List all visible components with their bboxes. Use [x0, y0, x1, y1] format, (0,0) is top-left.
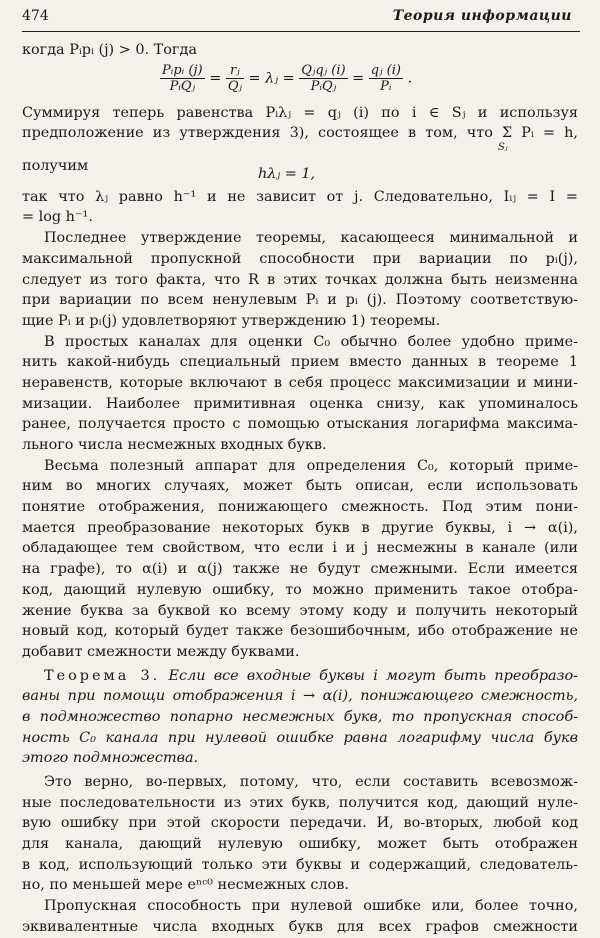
- fraction: $\frac{\text{Qⱼqⱼ (i)}}{\text{PᵢQⱼ}}$: [301, 62, 346, 94]
- theorem-3: Теорема 3. Если все входные буквы i могут быть преобразо- ваны при помощи отображения i → α(i), понижающего смежность, в подмножество попарно несмежных букв, то пропускная способ- ность C₀ канала при нулевой ошибке равна логарифму числа букв этого подмножества.: [22, 667, 578, 767]
- paragraph-zero-error-capacity: Пропускная способность при нулевой ошибке или, более точно, эквивалентные числа входных букв для всех графов смежности: [22, 898, 578, 935]
- running-header: [22, 5, 580, 32]
- paragraph-proof: Это верно, во-первых, потому, что, если составить всевозмож- ные последовательности из этих букв, получится код, дающий нуле- вую ошибку при этой скорости передачи. И, во-вторых, любой код для канала, дающий нулевую ошибку, может быть отображен в код, использующий только эти буквы и содержащий, следователь- но, по меньшей мере eⁿᶜ⁰ несмежных слов.: [22, 774, 578, 894]
- running-title: Теория информации: [392, 8, 572, 24]
- fraction: $\frac{\text{rⱼ}}{\text{Qⱼ}}$: [227, 62, 242, 94]
- sum-subscript: Sⱼ: [498, 142, 508, 154]
- equation-h-lambda: hλⱼ = 1,: [258, 166, 316, 183]
- page-number: 474: [22, 8, 49, 24]
- text-line: получим hλⱼ = 1,: [22, 156, 578, 177]
- theorem-label: Теорема 3.: [44, 667, 161, 684]
- equation-ratio: $\frac{\text{Pᵢpᵢ (j)}}{\text{PᵢQⱼ}}$ = $\frac{\text{rⱼ}}{\text{Qⱼ}}$ = λⱼ = $\frac{\text{Qⱼqⱼ (i)}}{\text{PᵢQⱼ}}$ = $\frac{\text{qⱼ (i)}}{\text{Pᵢ}}$ .: [162, 62, 413, 94]
- paragraph-simple-channels: В простых каналах для оценки C₀ обычно более удобно приме- нить какой-нибудь специальный прием вместо данных в теореме 1 неравенств, которые включают в себя процесс максимизации и мини- мизации. Наиболее примитивная оценка снизу, как упоминалось ранее, получается просто с помощью отыскания логарифма максима- льного числа несмежных входных букв.: [22, 333, 578, 453]
- text-line: когда Pᵢpᵢ (j) > 0. Тогда: [22, 42, 197, 58]
- text-line: = log h⁻¹.: [22, 209, 93, 226]
- text-line: так что λⱼ равно h⁻¹ и не зависит от j. Следовательно, Iᵢⱼ = I =: [22, 188, 578, 205]
- fraction: $\frac{\text{qⱼ (i)}}{\text{Pᵢ}}$: [370, 62, 401, 94]
- paragraph-mapping: Весьма полезный аппарат для определения C₀, который приме- ним во многих случаях, может быть описан, если использовать понятие отображения, понижающего смежность. Под этим пони- мается преобразование некоторых букв в другие буквы, i → α(i), обладающее тем свойством, что если i и j несмежны в канале (или на графе), то α(i) и α(j) также не будут смежными. Если имеется код, дающий нулевую ошибку, то можно применить такое отобра- жение буква за буквой ко всему этому коду и получить некоторый новый код, который будет также безошибочным, ибо отображение не добавит смежности между буквами.: [22, 457, 578, 660]
- paragraph-last-statement: Последнее утверждение теоремы, касающееся минимальной и максимальной пропускной способности при вариации по pᵢ(j), следует из того факта, что R в этих точках должна быть неизменна при вариации по всем ненулевым Pᵢ и pᵢ (j). Поэтому соответствую- щие Pᵢ и pᵢ(j) удовлетворяют утверждению 1) теоремы.: [22, 230, 578, 329]
- page-body: [22, 40, 578, 938]
- fraction: $\frac{\text{Pᵢpᵢ (j)}}{\text{PᵢQⱼ}}$: [162, 62, 203, 94]
- text-line: Суммируя теперь равенства Pᵢλⱼ = qⱼ (i) по i ∈ Sⱼ и используя: [22, 104, 578, 121]
- text-line: предположение из утверждения 3), состоящее в том, что Σ Pᵢ = h,: [22, 125, 578, 142]
